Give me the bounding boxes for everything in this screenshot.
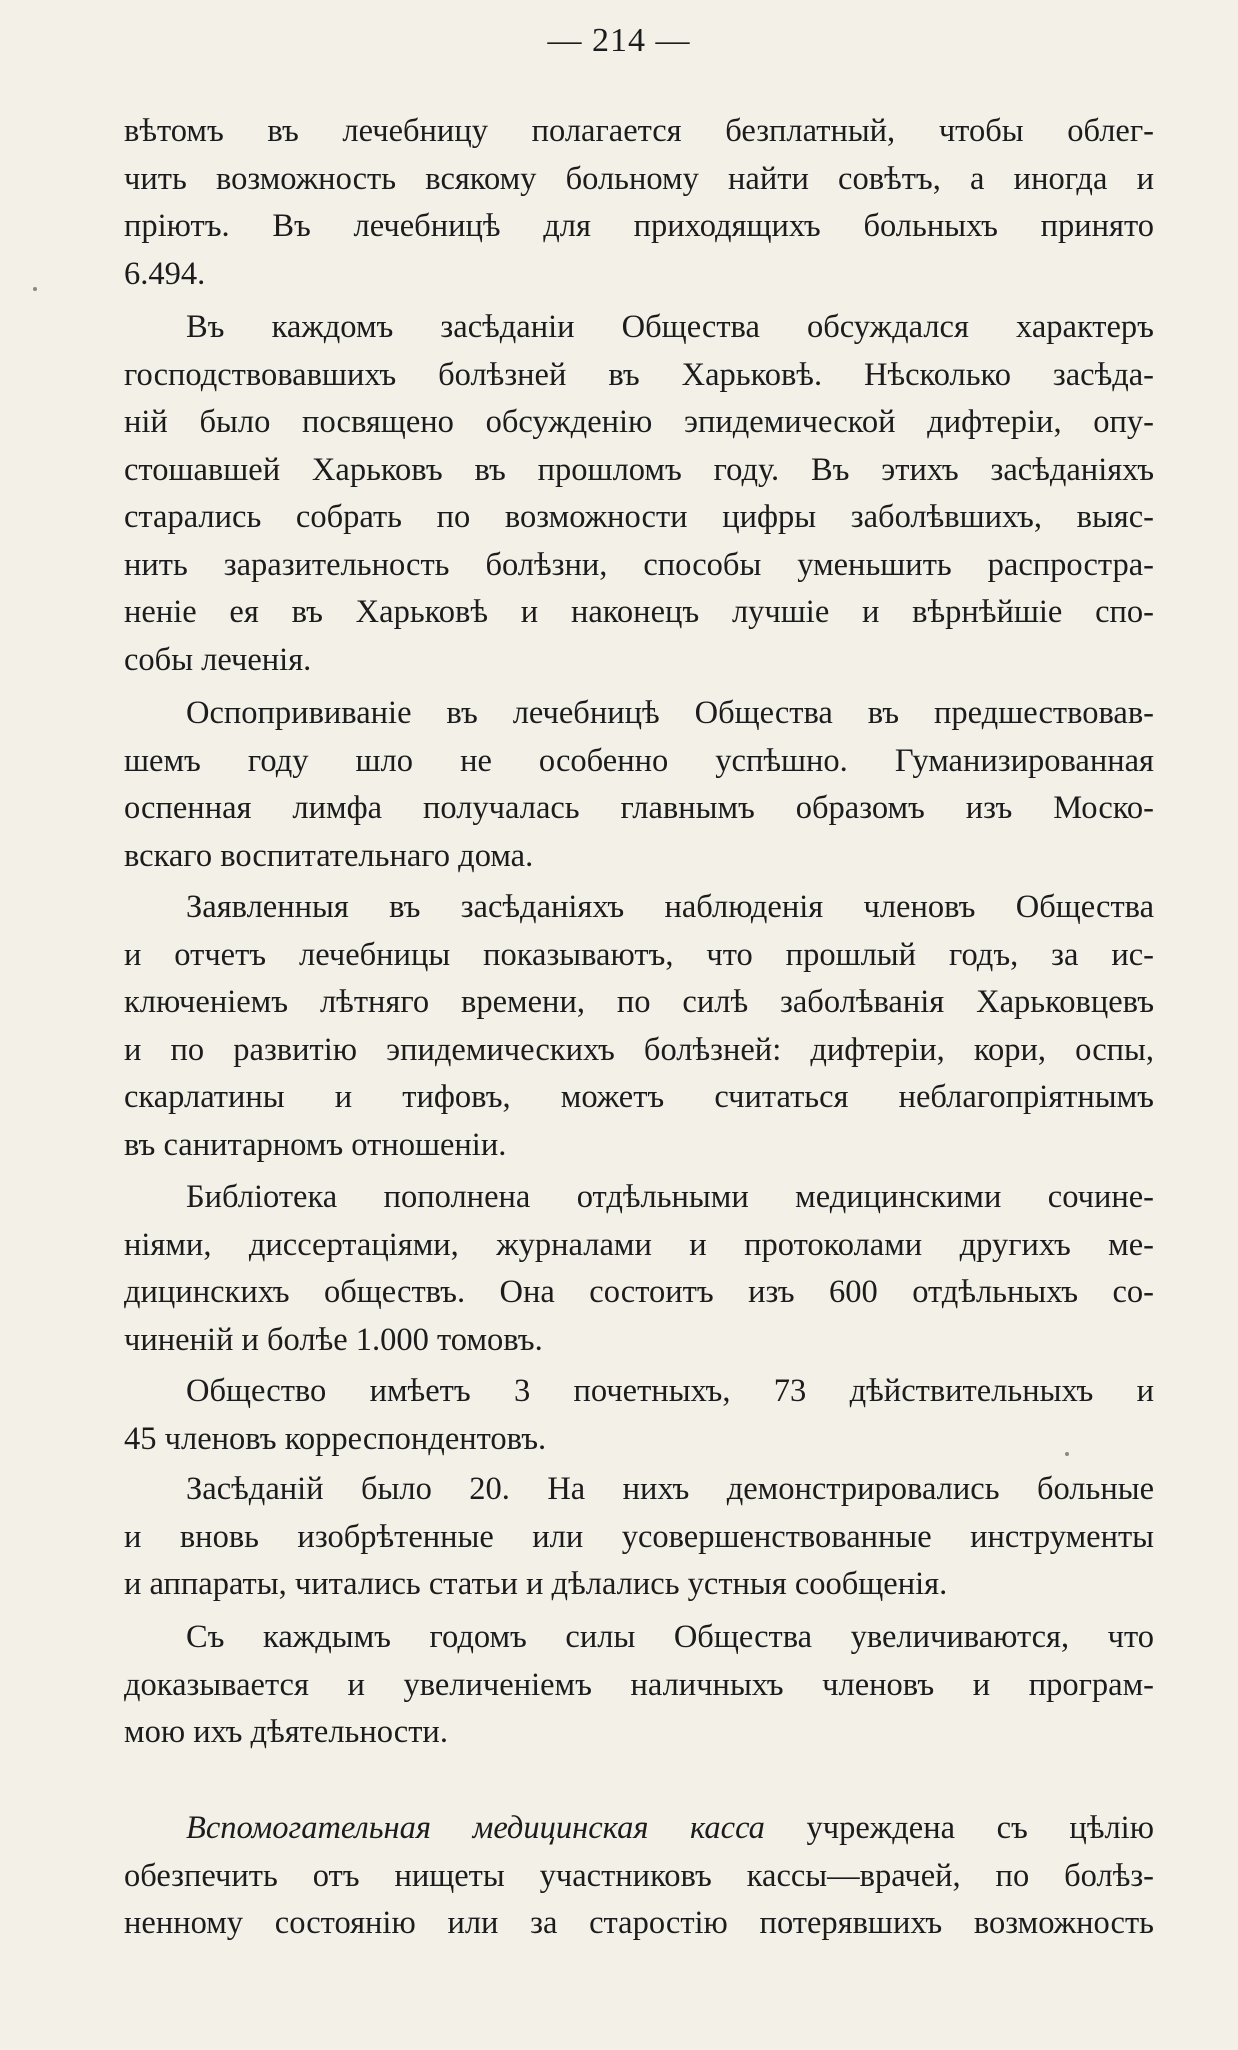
text-line: Съ каждымъ годомъ силы Общества увеличиваются, что bbox=[186, 1619, 1154, 1655]
text-line: и аппараты, читались статьи и дѣлались устныя сообщенія. bbox=[124, 1566, 948, 1602]
text-line: мою ихъ дѣятельности. bbox=[124, 1714, 448, 1750]
paragraph-4 bbox=[124, 884, 1154, 1169]
paragraph-3 bbox=[124, 690, 1154, 880]
text-line: въ санитарномъ отношеніи. bbox=[124, 1126, 507, 1163]
text-line: вскаго воспитательнаго дома. bbox=[124, 837, 534, 874]
italic-heading: Вспомогательная медицинская касса bbox=[186, 1810, 765, 1846]
paper-speck bbox=[1065, 1452, 1069, 1456]
paragraph-2 bbox=[124, 304, 1154, 684]
text-line: нить заразительность болѣзни, способы уменьшить распростра- bbox=[124, 546, 1154, 583]
page-number: — 214 — bbox=[547, 22, 691, 59]
text-line: старались собрать по возможности цифры заболѣвшихъ, выяс- bbox=[124, 499, 1154, 535]
paragraph-1 bbox=[124, 108, 1154, 298]
text-line: Заявленныя въ засѣданіяхъ наблюденія членовъ Общества bbox=[186, 889, 1154, 925]
text-line: ненному состоянію или за старостію потерявшихъ возможность bbox=[124, 1905, 1154, 1941]
text-line: вѣтомъ въ лечебницу полагается безплатный, чтобы облег- bbox=[124, 113, 1154, 149]
paragraph-9 bbox=[124, 1805, 1154, 1948]
text-line: и отчетъ лечебницы показываютъ, что прошлый годъ, за ис- bbox=[124, 936, 1154, 973]
text-line: 6.494. bbox=[124, 255, 206, 292]
text-line: чить возможность всякому больному найти совѣтъ, а иногда и bbox=[124, 160, 1154, 197]
text-line bbox=[124, 1805, 1154, 1853]
text-line: чиненій и болѣе 1.000 томовъ. bbox=[124, 1321, 543, 1358]
paper-speck bbox=[33, 287, 37, 291]
text-line: Въ каждомъ засѣданіи Общества обсуждался характеръ bbox=[186, 309, 1154, 345]
text-line: Оспопрививаніе въ лечебницѣ Общества въ предшествовав- bbox=[186, 695, 1154, 731]
text-line: 45 членовъ корреспондентовъ. bbox=[124, 1420, 547, 1457]
paragraph-8 bbox=[124, 1614, 1154, 1757]
text-line: шемъ году шло не особенно успѣшно. Гуманизированная bbox=[124, 742, 1154, 779]
text-line: оспенная лимфа получалась главнымъ образомъ изъ Моско- bbox=[124, 790, 1154, 826]
text-line: собы леченія. bbox=[124, 641, 312, 678]
text-line: господствовавшихъ болѣзней въ Харьковѣ. Нѣсколько засѣда- bbox=[124, 356, 1154, 393]
text-line: обезпечить отъ нищеты участниковъ кассы—врачей, по болѣз- bbox=[124, 1857, 1154, 1894]
text-line: скарлатины и тифовъ, можетъ считаться неблагопріятнымъ bbox=[124, 1079, 1154, 1115]
text-line: Засѣданій было 20. На нихъ демонстрировались больные bbox=[186, 1471, 1154, 1507]
text-line: и вновь изобрѣтенные или усовершенствованные инструменты bbox=[124, 1518, 1154, 1555]
text-line: дицинскихъ обществъ. Она состоитъ изъ 600 отдѣльныхъ со- bbox=[124, 1274, 1154, 1310]
text-line: стошавшей Харьковъ въ прошломъ году. Въ этихъ засѣданіяхъ bbox=[124, 451, 1154, 488]
text-line: пріютъ. Въ лечебницѣ для приходящихъ больныхъ принято bbox=[124, 208, 1154, 244]
text-line: ніями, диссертаціями, журналами и протоколами другихъ ме- bbox=[124, 1226, 1154, 1263]
text-fragment: учреждена съ цѣлію bbox=[806, 1810, 1154, 1846]
text-line: доказывается и увеличеніемъ наличныхъ членовъ и програм- bbox=[124, 1666, 1154, 1703]
text-line: Библіотека пополнена отдѣльными медицинскими сочине- bbox=[186, 1179, 1154, 1215]
text-line: ній было посвящено обсужденію эпидемической дифтеріи, опу- bbox=[124, 404, 1154, 440]
paragraph-5 bbox=[124, 1174, 1154, 1364]
text-line: Общество имѣетъ 3 почетныхъ, 73 дѣйствительныхъ и bbox=[186, 1373, 1154, 1409]
text-line: ключеніемъ лѣтняго времени, по силѣ заболѣванія Харьковцевъ bbox=[124, 984, 1154, 1020]
text-line: неніе ея въ Харьковѣ и наконецъ лучшіе и вѣрнѣйшіе спо- bbox=[124, 594, 1154, 630]
paragraph-6 bbox=[124, 1368, 1154, 1463]
paragraph-7 bbox=[124, 1466, 1154, 1609]
text-line: и по развитію эпидемическихъ болѣзней: дифтеріи, кори, оспы, bbox=[124, 1031, 1154, 1068]
